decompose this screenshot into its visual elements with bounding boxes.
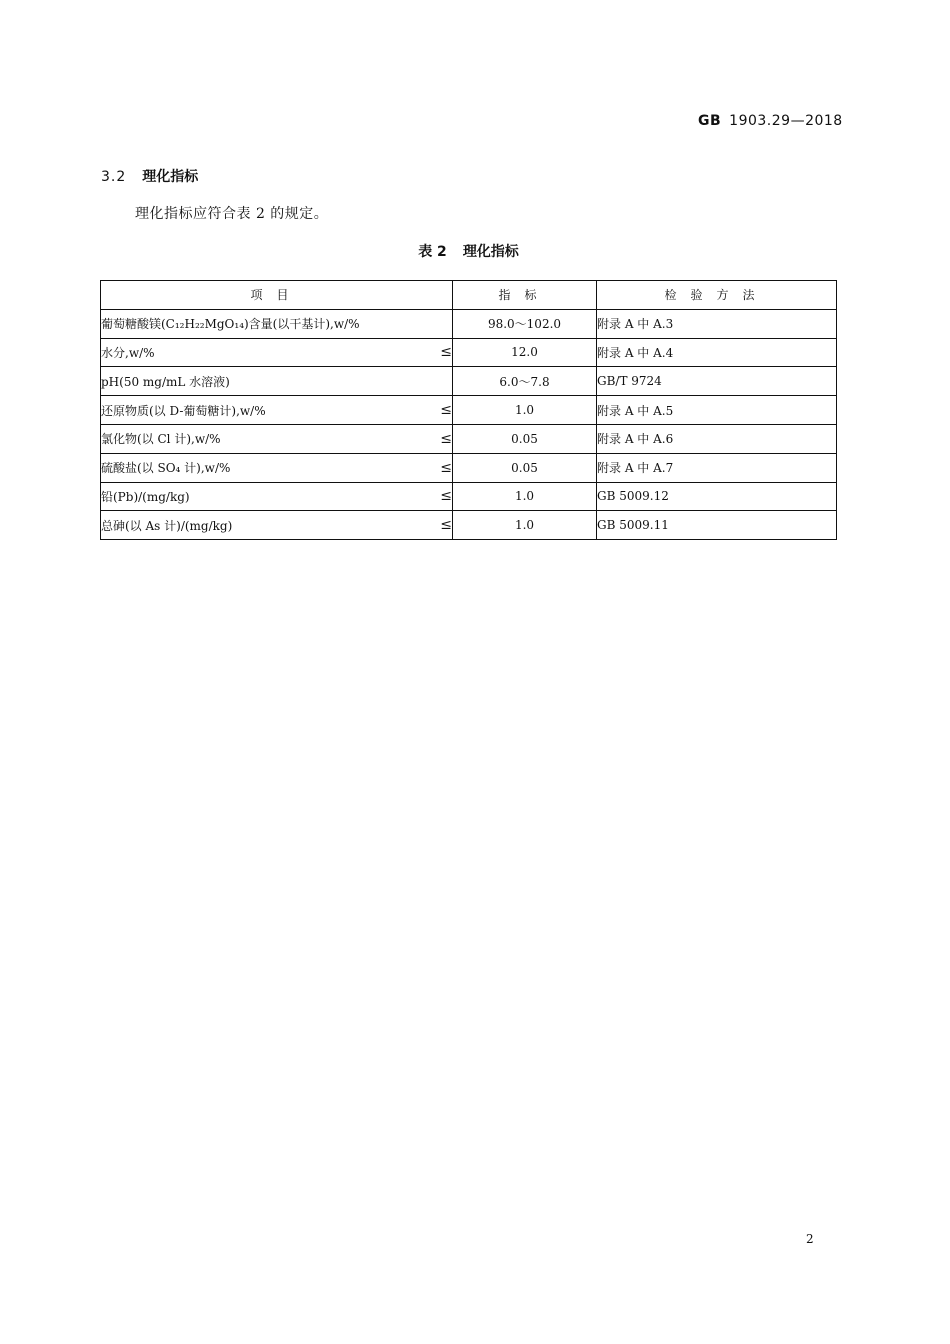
le-symbol: ≤	[440, 430, 452, 447]
row-item: 葡萄糖酸镁(C₁₂H₂₂MgO₁₄)含量(以干基计),w/%	[101, 317, 360, 332]
standard-prefix: GB	[698, 113, 722, 129]
row-method: 附录 A 中 A.7	[597, 453, 837, 482]
page-number: 2	[806, 1232, 814, 1246]
spec-table	[100, 280, 837, 540]
section-title: 理化指标	[142, 169, 199, 185]
row-item-cell	[101, 367, 453, 396]
table-row	[101, 453, 837, 482]
table-row	[101, 424, 837, 453]
table-row	[101, 309, 837, 338]
row-item: 还原物质(以 D-葡萄糖计),w/%	[101, 403, 266, 418]
row-method: 附录 A 中 A.5	[597, 396, 837, 425]
table-row	[101, 511, 837, 540]
header-value: 指标	[453, 281, 597, 310]
row-method: 附录 A 中 A.4	[597, 338, 837, 367]
row-item-cell	[101, 338, 453, 367]
table-header-row	[101, 281, 837, 310]
le-symbol: ≤	[440, 459, 452, 476]
row-value: 0.05	[453, 424, 597, 453]
row-value: 1.0	[453, 482, 597, 511]
row-method: 附录 A 中 A.6	[597, 424, 837, 453]
row-item: pH(50 mg/mL 水溶液)	[101, 374, 230, 389]
table-row	[101, 396, 837, 425]
row-item: 铅(Pb)/(mg/kg)	[101, 489, 190, 504]
row-item: 总砷(以 As 计)/(mg/kg)	[101, 518, 233, 533]
le-symbol: ≤	[440, 402, 452, 419]
table-row	[101, 367, 837, 396]
standard-number	[698, 113, 843, 129]
row-item-cell	[101, 424, 453, 453]
row-item-cell	[101, 511, 453, 540]
row-value: 1.0	[453, 396, 597, 425]
le-symbol: ≤	[440, 488, 452, 505]
header-method: 检验方法	[597, 281, 837, 310]
row-item-cell	[101, 482, 453, 511]
row-item-cell	[101, 396, 453, 425]
table-caption-title: 理化指标	[462, 244, 519, 260]
le-symbol: ≤	[440, 517, 452, 534]
row-item: 硫酸盐(以 SO₄ 计),w/%	[101, 461, 231, 476]
table-caption-number: 表 2	[418, 244, 447, 260]
row-method: GB 5009.11	[597, 511, 837, 540]
row-item-cell	[101, 309, 453, 338]
row-value: 6.0～7.8	[453, 367, 597, 396]
le-symbol: ≤	[440, 344, 452, 361]
row-method: GB/T 9724	[597, 367, 837, 396]
row-value: 1.0	[453, 511, 597, 540]
standard-code: 1903.29—2018	[729, 113, 843, 129]
row-value: 12.0	[453, 338, 597, 367]
row-item: 氯化物(以 Cl 计),w/%	[101, 432, 221, 447]
header-item: 项目	[101, 281, 453, 310]
table-row	[101, 482, 837, 511]
section-number: 3.2	[101, 169, 127, 185]
section-heading	[101, 166, 198, 186]
row-value: 0.05	[453, 453, 597, 482]
table-row	[101, 338, 837, 367]
body-paragraph: 理化指标应符合表 2 的规定。	[135, 206, 329, 222]
row-value: 98.0～102.0	[453, 309, 597, 338]
table-caption	[0, 241, 937, 261]
row-method: 附录 A 中 A.3	[597, 309, 837, 338]
row-item: 水分,w/%	[101, 345, 155, 360]
row-method: GB 5009.12	[597, 482, 837, 511]
row-item-cell	[101, 453, 453, 482]
